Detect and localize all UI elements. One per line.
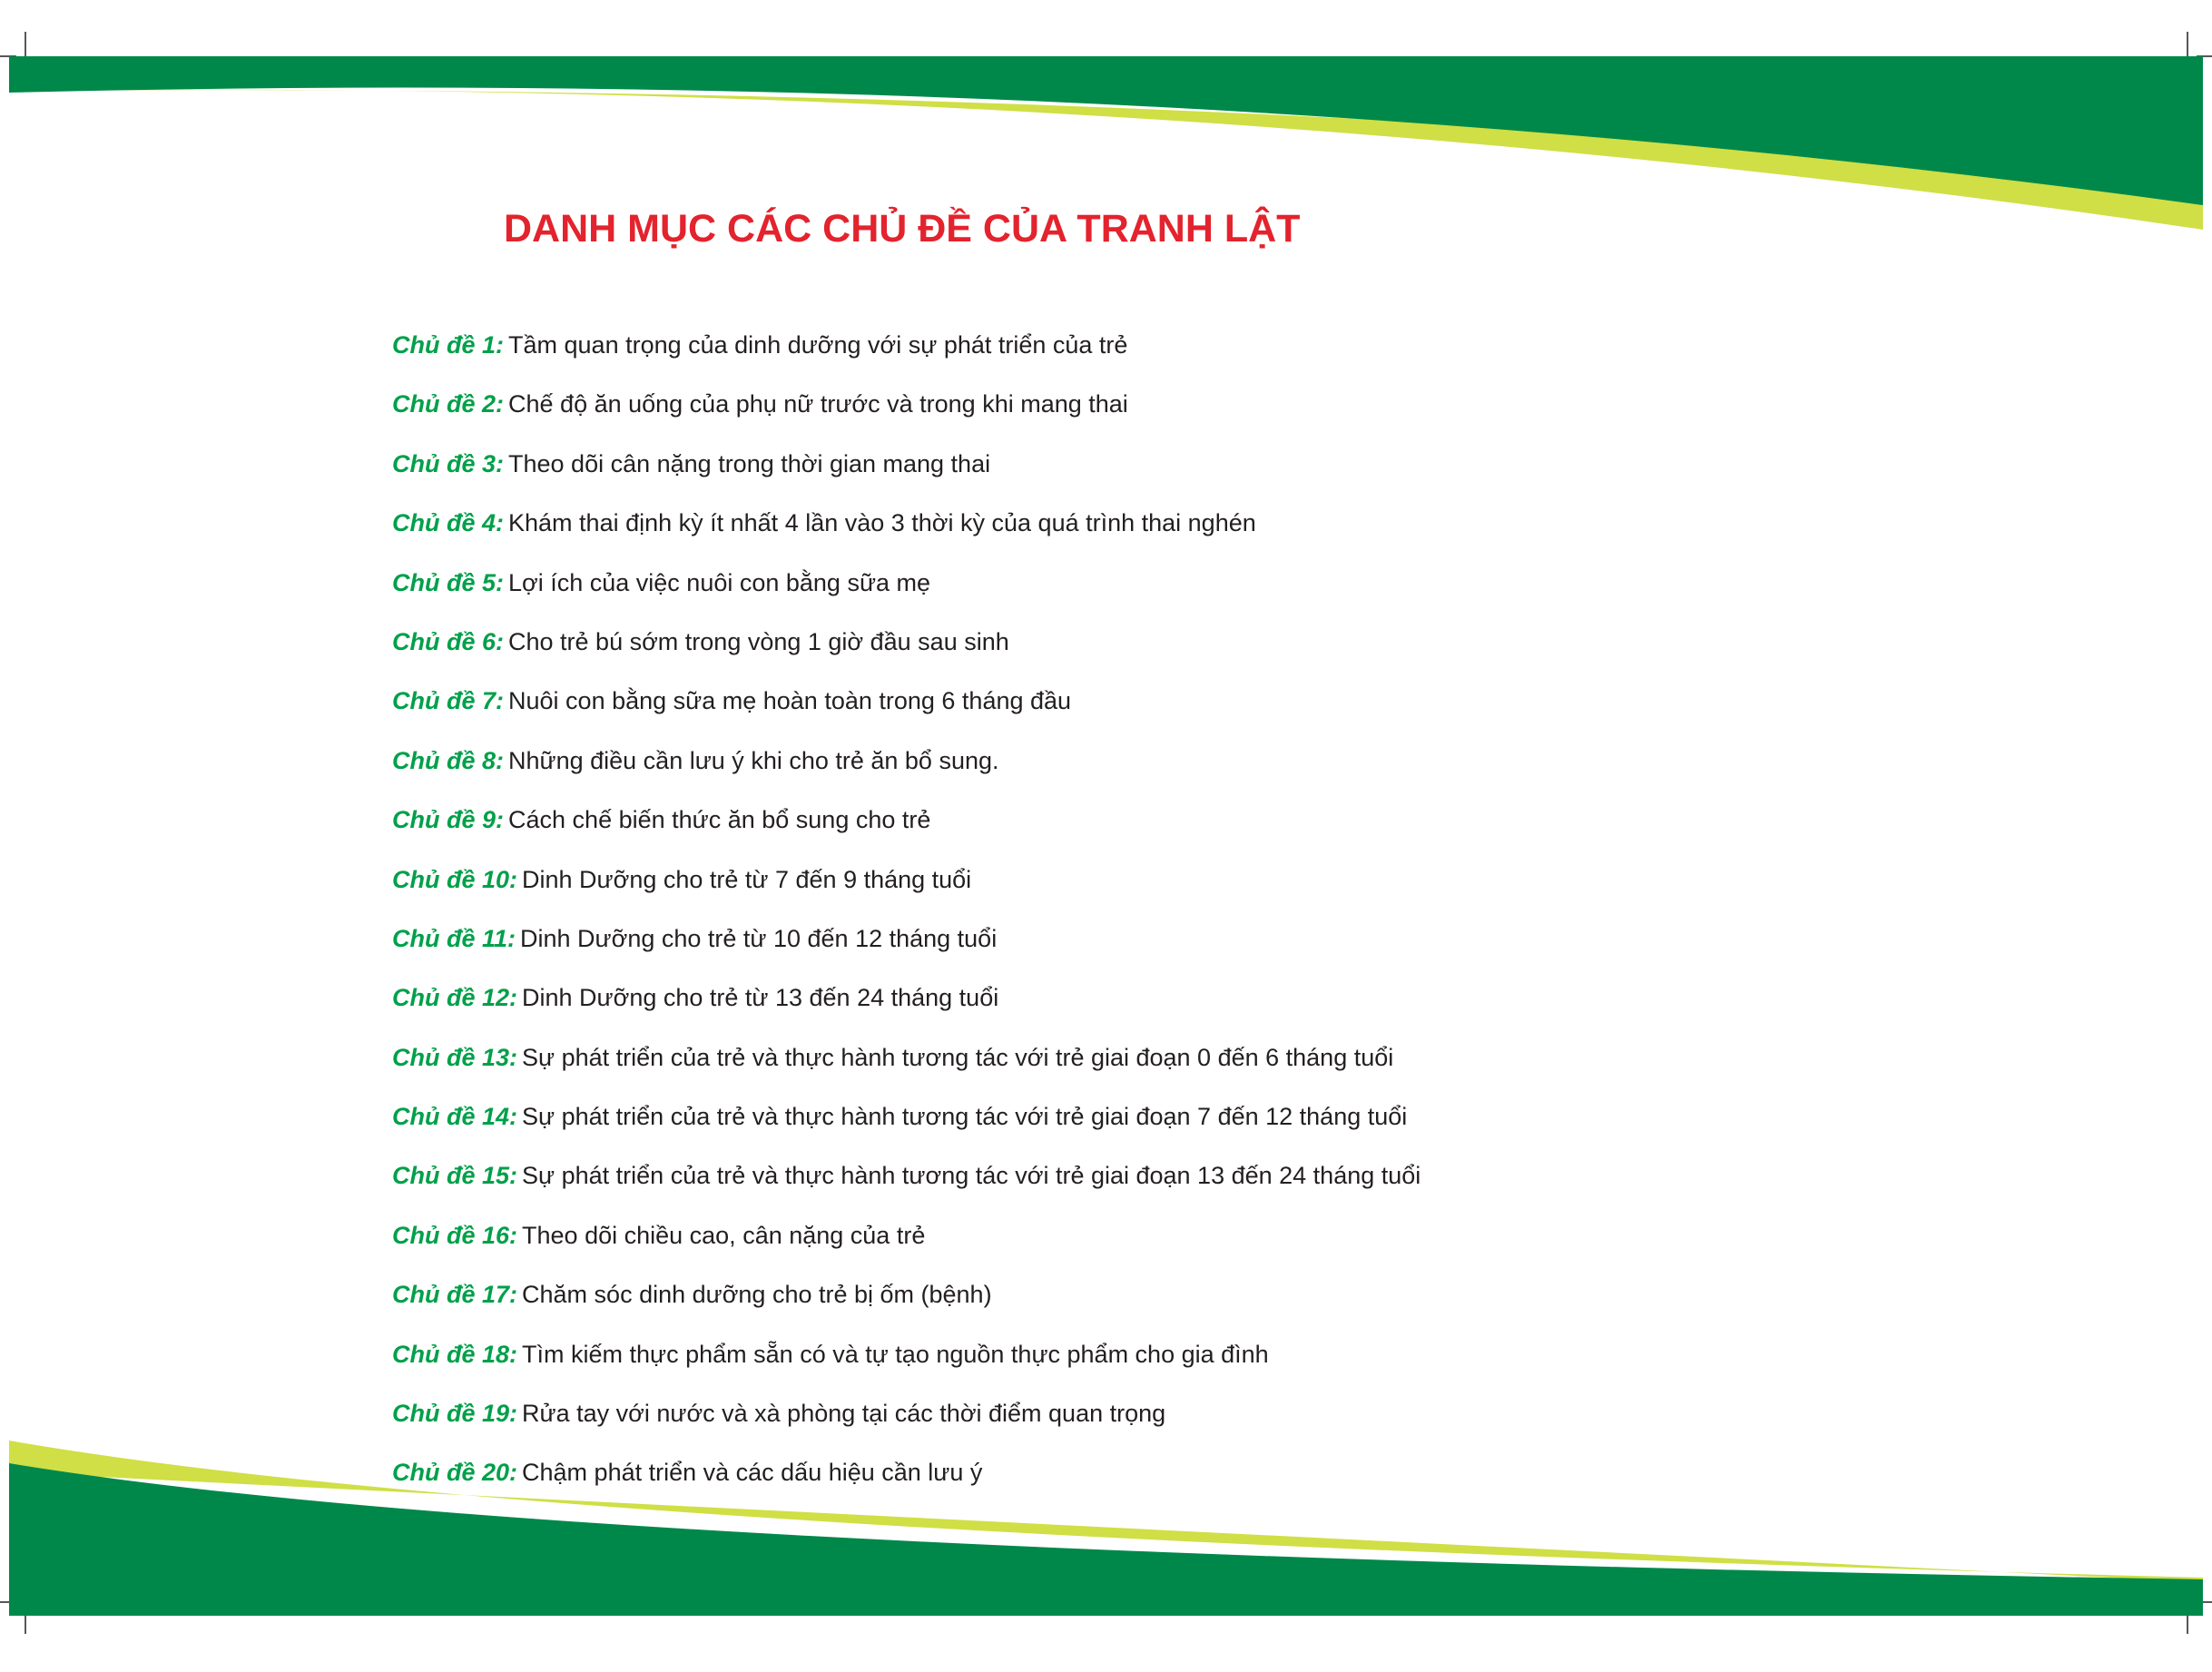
list-item xyxy=(392,800,1421,859)
list-item xyxy=(392,919,1421,978)
topic-text: Theo dõi cân nặng trong thời gian mang thai xyxy=(508,449,991,477)
list-item xyxy=(392,1393,1421,1452)
list-item xyxy=(392,444,1421,503)
topic-text: Chậm phát triển và các dấu hiệu cần lưu ý xyxy=(522,1459,983,1487)
topic-label: Chủ đề 20: xyxy=(392,1459,518,1487)
list-item xyxy=(392,860,1421,919)
topic-label: Chủ đề 1: xyxy=(392,331,505,359)
topic-label: Chủ đề 3: xyxy=(392,449,505,477)
topic-text: Sự phát triển của trẻ và thực hành tương tác với trẻ giai đoạn 13 đến 24 tháng tuổi xyxy=(522,1162,1421,1190)
list-item xyxy=(392,503,1421,562)
topic-label: Chủ đề 6: xyxy=(392,627,505,655)
topic-label: Chủ đề 12: xyxy=(392,984,518,1012)
topic-label: Chủ đề 17: xyxy=(392,1281,518,1309)
list-item xyxy=(392,1452,1421,1511)
topic-label: Chủ đề 15: xyxy=(392,1162,518,1190)
topic-text: Theo dõi chiều cao, cân nặng của trẻ xyxy=(522,1221,926,1249)
topic-text: Dinh Dưỡng cho trẻ từ 13 đến 24 tháng tuổi xyxy=(522,984,999,1012)
topic-label: Chủ đề 18: xyxy=(392,1340,518,1368)
list-item xyxy=(392,1097,1421,1156)
topic-label: Chủ đề 2: xyxy=(392,390,505,418)
list-item xyxy=(392,1215,1421,1274)
list-item xyxy=(392,563,1421,622)
topic-text: Khám thai định kỳ ít nhất 4 lần vào 3 thời kỳ của quá trình thai nghén xyxy=(508,509,1256,537)
list-item xyxy=(392,978,1421,1037)
list-item xyxy=(392,325,1421,384)
topic-text: Những điều cần lưu ý khi cho trẻ ăn bổ sung. xyxy=(508,746,999,774)
topic-text: Nuôi con bằng sữa mẹ hoàn toàn trong 6 tháng đầu xyxy=(508,687,1072,715)
topic-label: Chủ đề 19: xyxy=(392,1400,518,1428)
topic-list xyxy=(392,325,1421,1512)
topic-text: Sự phát triển của trẻ và thực hành tương tác với trẻ giai đoạn 0 đến 6 tháng tuổi xyxy=(522,1043,1394,1071)
topic-text: Dinh Dưỡng cho trẻ từ 10 đến 12 tháng tuổi xyxy=(520,924,998,952)
page-title: DANH MỤC CÁC CHỦ ĐỀ CỦA TRANH LẬT xyxy=(504,207,1301,251)
list-item xyxy=(392,1038,1421,1097)
topic-text: Dinh Dưỡng cho trẻ từ 7 đến 9 tháng tuổi xyxy=(522,865,972,893)
list-item xyxy=(392,1274,1421,1333)
list-item xyxy=(392,741,1421,800)
topic-label: Chủ đề 10: xyxy=(392,865,518,893)
topic-text: Rửa tay với nước và xà phòng tại các thời điểm quan trọng xyxy=(522,1400,1166,1428)
topic-text: Tầm quan trọng của dinh dưỡng với sự phát triển của trẻ xyxy=(508,331,1128,359)
topic-label: Chủ đề 5: xyxy=(392,568,505,596)
topic-text: Tìm kiếm thực phẩm sẵn có và tự tạo nguồn thực phẩm cho gia đình xyxy=(522,1340,1269,1368)
topic-text: Chế độ ăn uống của phụ nữ trước và trong khi mang thai xyxy=(508,390,1128,418)
topic-text: Lợi ích của việc nuôi con bằng sữa mẹ xyxy=(508,568,931,596)
topic-text: Chăm sóc dinh dưỡng cho trẻ bị ốm (bệnh) xyxy=(522,1281,992,1309)
list-item xyxy=(392,384,1421,443)
topic-label: Chủ đề 13: xyxy=(392,1043,518,1071)
topic-label: Chủ đề 7: xyxy=(392,687,505,715)
list-item xyxy=(392,1334,1421,1393)
topic-text: Cách chế biến thức ăn bổ sung cho trẻ xyxy=(508,806,931,834)
list-item xyxy=(392,681,1421,740)
topic-label: Chủ đề 9: xyxy=(392,806,505,834)
topic-label: Chủ đề 14: xyxy=(392,1103,518,1131)
topic-label: Chủ đề 16: xyxy=(392,1221,518,1249)
list-item xyxy=(392,622,1421,681)
topic-text: Cho trẻ bú sớm trong vòng 1 giờ đầu sau sinh xyxy=(508,627,1009,655)
topic-label: Chủ đề 4: xyxy=(392,509,505,537)
list-item xyxy=(392,1156,1421,1215)
topic-label: Chủ đề 8: xyxy=(392,746,505,774)
topic-text: Sự phát triển của trẻ và thực hành tương tác với trẻ giai đoạn 7 đến 12 tháng tuổi xyxy=(522,1103,1408,1131)
topic-label: Chủ đề 11: xyxy=(392,924,516,952)
